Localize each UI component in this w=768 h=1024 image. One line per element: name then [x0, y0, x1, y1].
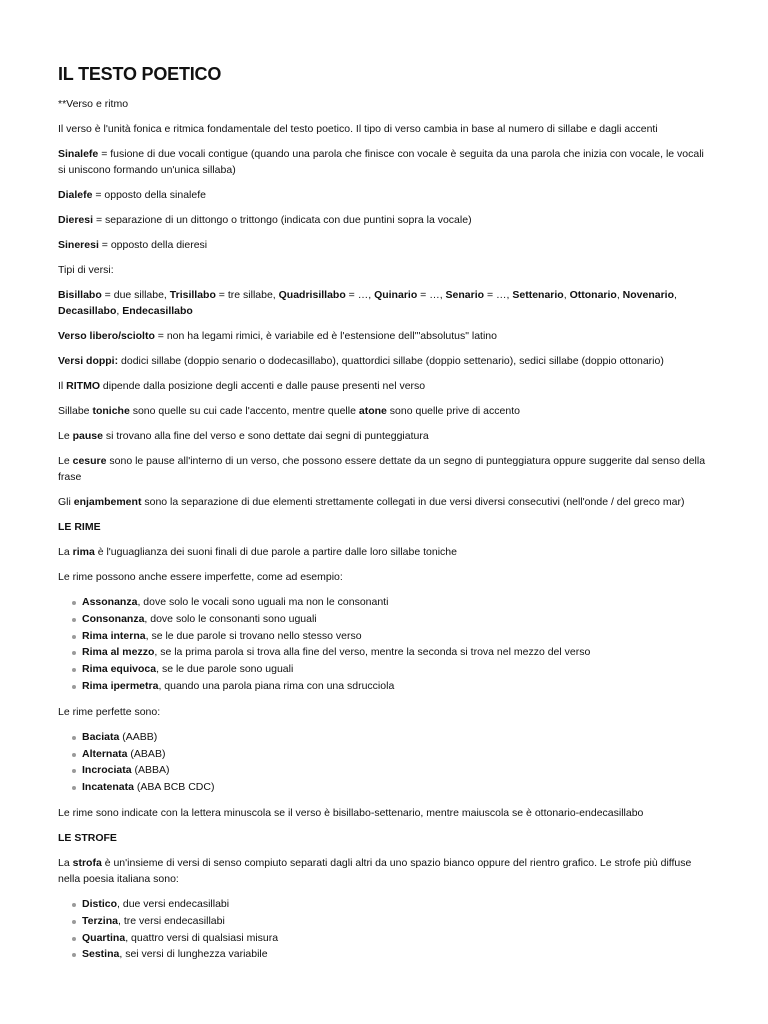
list-item: Assonanza, dove solo le vocali sono uguali ma non le consonanti: [82, 594, 710, 611]
section-heading-rime: LE RIME: [58, 521, 101, 533]
paragraph-rime-indicate: Le rime sono indicate con la lettera minuscola se il verso è bisillabo-settenario, mentre maiuscola se è ottonario-endecasillabo: [58, 806, 644, 819]
term-sinalefe: Sinalefe: [58, 148, 99, 160]
paragraph-versi-doppi: Versi doppi: dodici sillabe (doppio senario o dodecasillabo), quattordici sillabe (doppio settenario), sedici sillabe (doppio ottonario): [58, 355, 664, 367]
list-item: Quartina, quattro versi di qualsiasi misura: [82, 930, 710, 947]
subtitle: **Verso e ritmo: [58, 98, 129, 110]
paragraph-verso: Il verso è l'unità fonica e ritmica fondamentale del testo poetico. Il tipo di verso cambia in base al numero di sillabe e dagli accenti: [58, 123, 658, 135]
section-heading-strofe: LE STROFE: [58, 831, 117, 844]
paragraph-enjambement: Gli enjambement sono la separazione di due elementi strettamente collegati in due versi diversi consecutivi (nell'onde / del greco mar): [58, 496, 685, 508]
list-item: Rima equivoca, se le due parole sono uguali: [82, 661, 710, 678]
paragraph-dialefe: Dialefe = opposto della sinalefe: [58, 189, 206, 201]
paragraph-rima-def: La rima è l'uguaglianza dei suoni finali di due parole a partire dalle loro sillabe toniche: [58, 546, 457, 558]
list-item: Rima al mezzo, se la prima parola si trova alla fine del verso, mentre la seconda si trova nel mezzo del verso: [82, 644, 710, 661]
term-sineresi: Sineresi: [58, 239, 99, 251]
list-rime-perfette: [58, 729, 710, 796]
paragraph-rime-perfette-intro: Le rime perfette sono:: [58, 705, 161, 718]
paragraph-ritmo: Il RITMO dipende dalla posizione degli accenti e dalle pause presenti nel verso: [58, 380, 426, 392]
list-item: Baciata (AABB): [82, 729, 710, 746]
list-item: Rima ipermetra, quando una parola piana rima con una sdrucciola: [82, 678, 710, 695]
page-title: IL TESTO POETICO: [58, 64, 222, 84]
list-item: Terzina, tre versi endecasillabi: [82, 913, 710, 930]
list-item: Incatenata (ABA BCB CDC): [82, 779, 710, 796]
list-item: Sestina, sei versi di lunghezza variabile: [82, 946, 710, 963]
list-item: Incrociata (ABBA): [82, 762, 710, 779]
paragraph-rime-imperfette-intro: Le rime possono anche essere imperfette, come ad esempio:: [58, 571, 343, 583]
paragraph-dieresi: Dieresi = separazione di un dittongo o trittongo (indicata con due puntini sopra la vocale): [58, 214, 472, 226]
list-strofe: [58, 896, 710, 963]
paragraph-strofa-def: La strofa è un'insieme di versi di senso compiuto separati dagli altri da uno spazio bianco oppure del rientro grafico. Le strofe più diffuse nella poesia italiana sono:: [58, 856, 692, 885]
paragraph-tipi: Tipi di versi:: [58, 264, 114, 276]
paragraph-pause: Le pause si trovano alla fine del verso e sono dettate dai segni di punteggiatura: [58, 430, 429, 442]
list-item: Alternata (ABAB): [82, 746, 710, 763]
paragraph-cesure: Le cesure sono le pause all'interno di un verso, che possono essere dettate da un segno di punteggiatura oppure suggerite dal senso della frase: [58, 455, 706, 483]
paragraph-versi-list: Bisillabo = due sillabe, Trisillabo = tre sillabe, Quadrisillabo = …, Quinario = …, Senario = …, Settenario, Ottonario, Novenario, Decasillabo, Endecasillabo: [58, 289, 677, 317]
paragraph-sillabe: Sillabe toniche sono quelle su cui cade l'accento, mentre quelle atone sono quelle prive di accento: [58, 405, 520, 417]
list-item: Consonanza, dove solo le consonanti sono uguali: [82, 611, 710, 628]
term-dieresi: Dieresi: [58, 214, 94, 226]
list-rime-imperfette: [58, 594, 710, 695]
term-dialefe: Dialefe: [58, 189, 93, 201]
paragraph-sineresi: Sineresi = opposto della dieresi: [58, 239, 208, 251]
paragraph-verso-libero: Verso libero/sciolto = non ha legami rimici, è variabile ed è l'estensione dell'"absolutus" latino: [58, 330, 497, 342]
list-item: Distico, due versi endecasillabi: [82, 896, 710, 913]
paragraph-sinalefe: Sinalefe = fusione di due vocali contigue (quando una parola che finisce con vocale è seguita da una parola che inizia con vocale, le vocali si uniscono formando un'unica sillaba): [58, 148, 704, 176]
list-item: Rima interna, se le due parole si trovano nello stesso verso: [82, 628, 710, 645]
